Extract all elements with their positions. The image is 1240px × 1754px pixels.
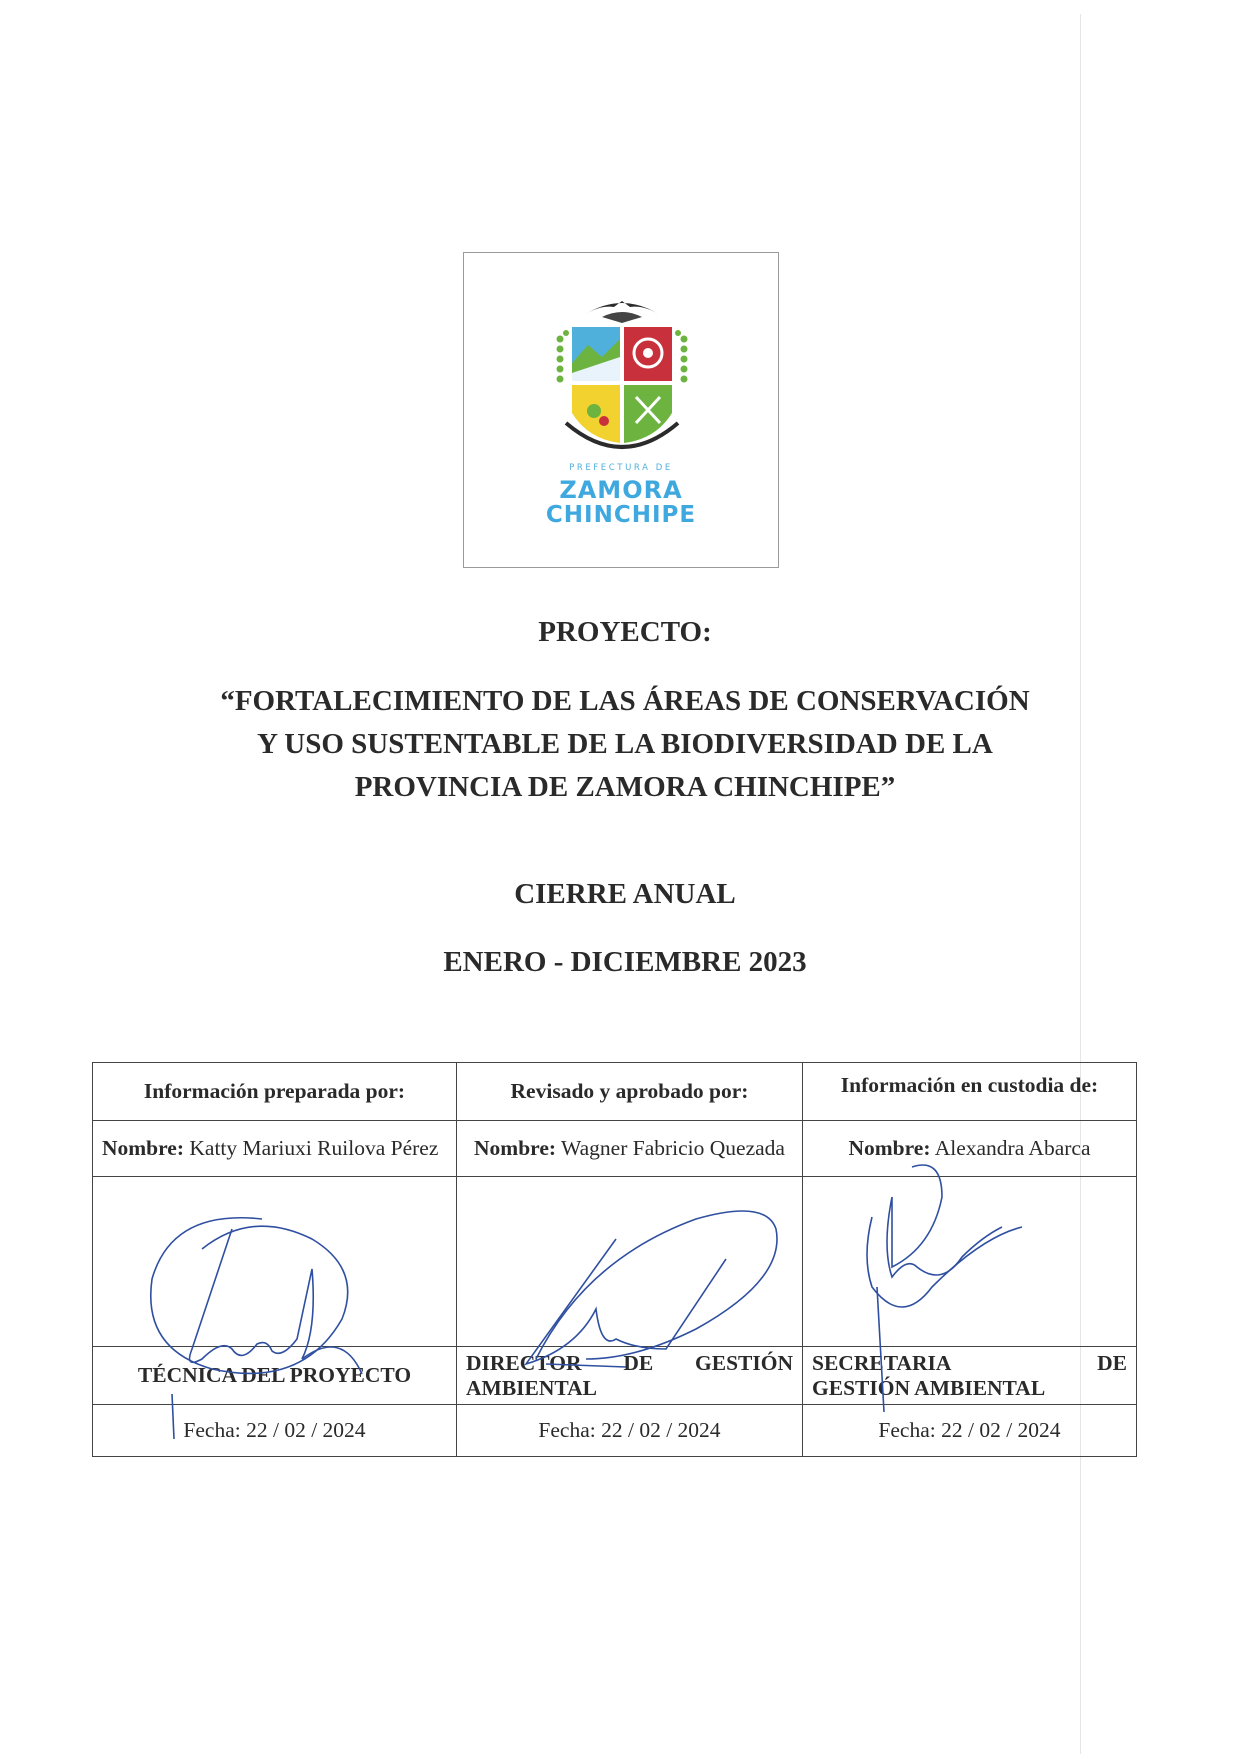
role-prepared: TÉCNICA DEL PROYECTO [93, 1347, 457, 1405]
signature-cell-custody [803, 1177, 1137, 1347]
logo-prefectura-text: PREFECTURA DE [569, 463, 673, 473]
name-cell-reviewed [457, 1121, 803, 1177]
header-custody: Información en custodia de: [803, 1063, 1137, 1121]
name-label: Nombre: [848, 1136, 931, 1160]
name-prepared: Katty Mariuxi Ruilova Pérez [189, 1136, 439, 1160]
role-reviewed-word1: DIRECTOR [466, 1350, 582, 1375]
signature-row [93, 1177, 1137, 1347]
name-custody: Alexandra Abarca [934, 1136, 1091, 1160]
date-reviewed: Fecha: 22 / 02 / 2024 [457, 1405, 803, 1457]
report-period: ENERO - DICIEMBRE 2023 [443, 946, 807, 978]
coat-of-arms-icon [544, 293, 700, 458]
logo-name-line2: CHINCHIPE [545, 502, 697, 528]
date-custody: Fecha: 22 / 02 / 2024 [803, 1405, 1137, 1457]
role-custody-line2: GESTIÓN AMBIENTAL [812, 1375, 1046, 1400]
signature-cell-prepared [93, 1177, 457, 1347]
name-reviewed: Wagner Fabricio Quezada [561, 1136, 785, 1160]
header-prepared: Información preparada por: [93, 1063, 457, 1121]
handwritten-signature-custody [832, 1157, 1032, 1417]
header-reviewed: Revisado y aprobado por: [457, 1063, 803, 1121]
logo-name-line1: ZAMORA [559, 476, 683, 504]
signature-table [92, 1062, 1137, 1457]
scan-edge-line [1080, 14, 1081, 1754]
handwritten-signature-prepared [112, 1199, 392, 1439]
name-label: Nombre: [474, 1136, 557, 1160]
project-title: “FORTALECIMIENTO DE LAS ÁREAS DE CONSERVACIÓN Y USO SUSTENTABLE DE LA BIODIVERSIDAD DE LA PROVINCIA DE ZAMORA CHINCHIPE” [220, 685, 1030, 803]
project-label: PROYECTO: [538, 616, 712, 648]
role-custody-word2: DE [1097, 1350, 1127, 1375]
handwritten-signature-reviewed [496, 1199, 796, 1399]
date-prepared: Fecha: 22 / 02 / 2024 [93, 1405, 457, 1457]
role-custody-word1: SECRETARIA [812, 1350, 952, 1375]
report-type: CIERRE ANUAL [514, 878, 736, 910]
name-cell-prepared [93, 1121, 457, 1177]
signature-cell-reviewed [457, 1177, 803, 1347]
header-row [93, 1063, 1137, 1121]
role-reviewed-line2: AMBIENTAL [466, 1375, 598, 1400]
name-label: Nombre: [102, 1136, 185, 1160]
logo-box [463, 252, 779, 568]
role-reviewed-word3: GESTIÓN [695, 1350, 793, 1375]
role-reviewed-word2: DE [623, 1350, 654, 1375]
